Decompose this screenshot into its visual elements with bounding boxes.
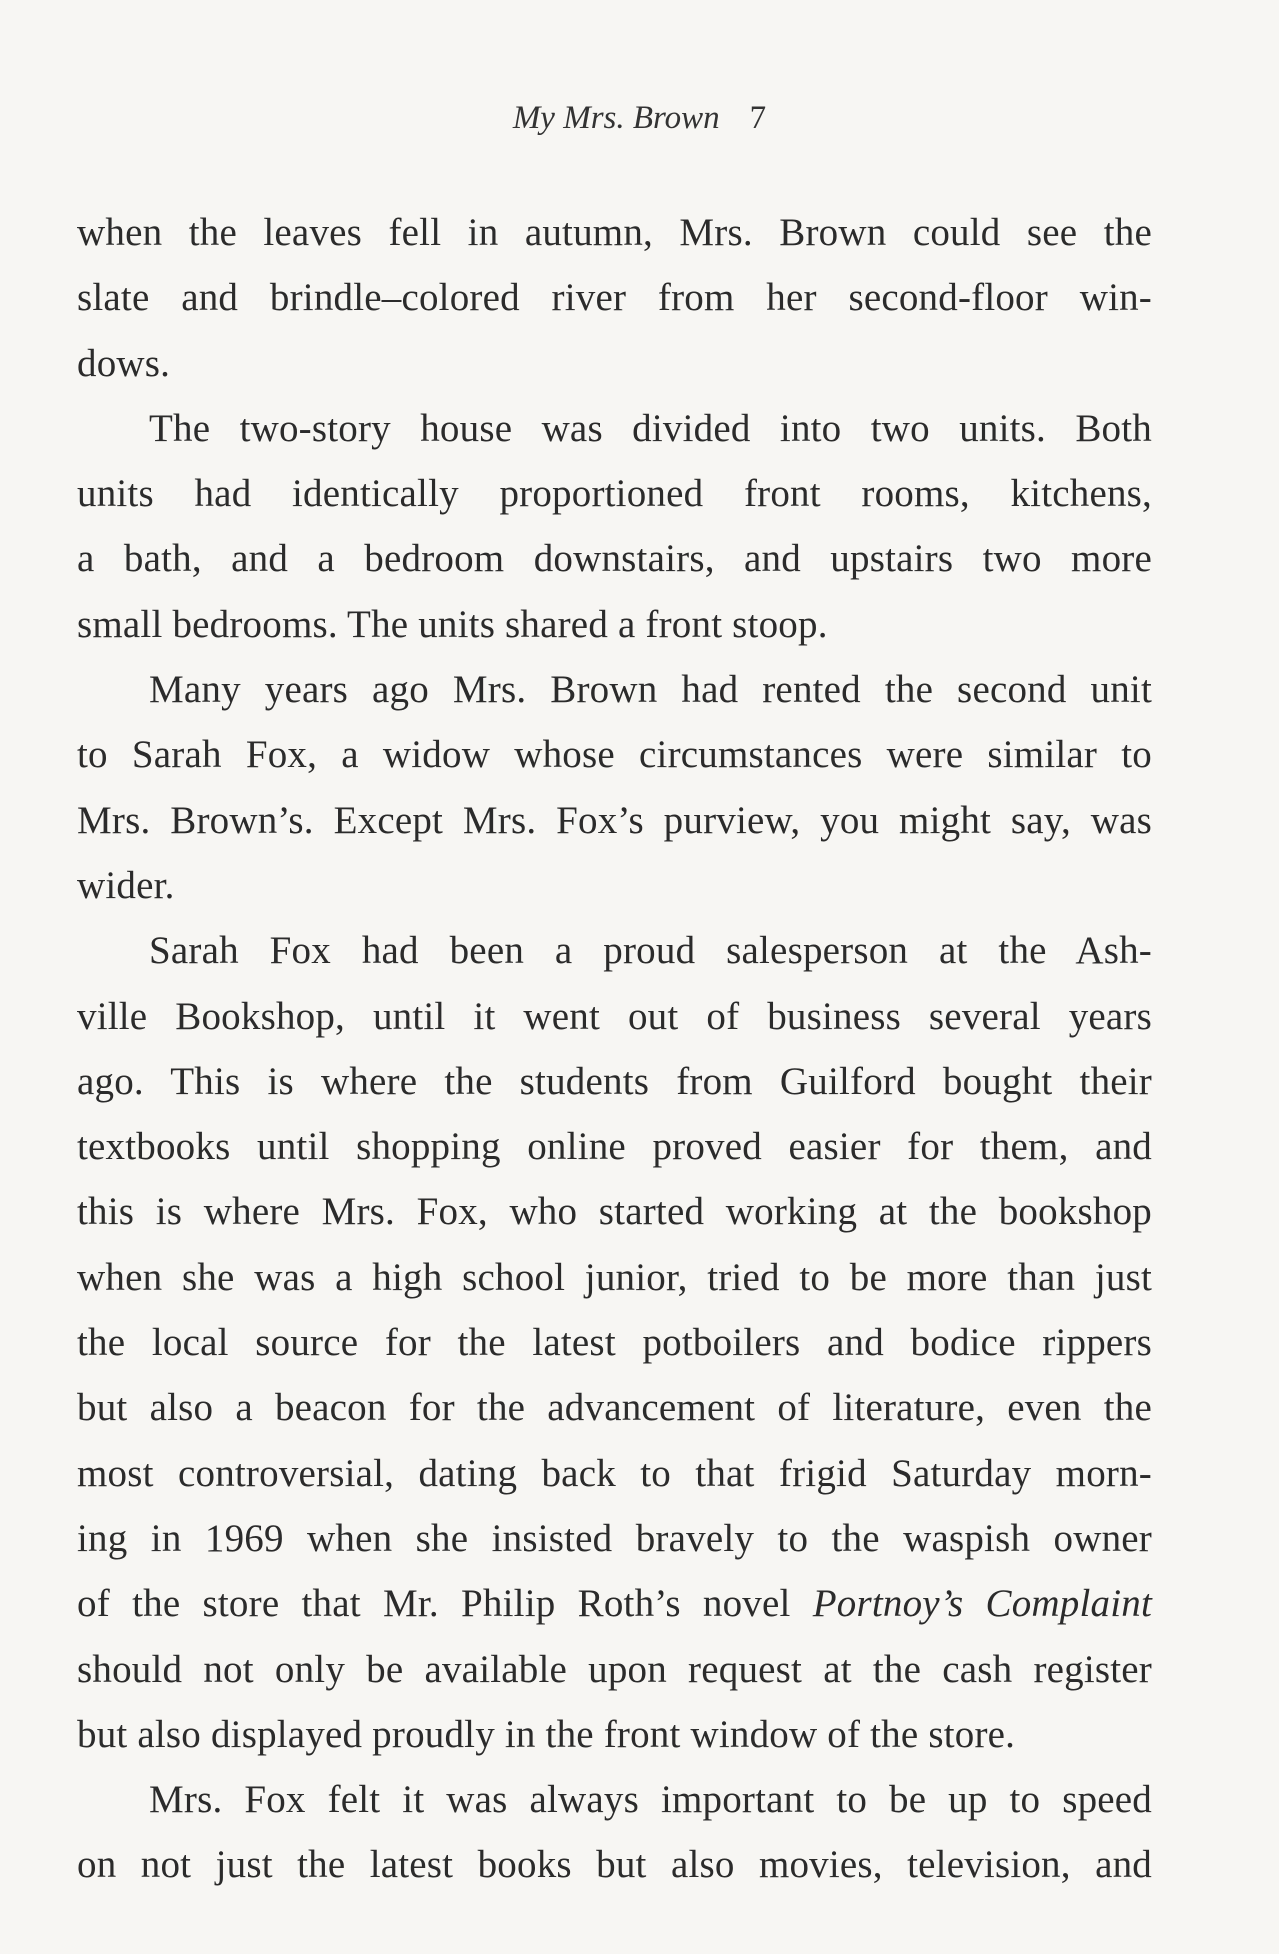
- text-line: Sarah Fox had been a proud salesperson at the Ash-: [149, 929, 1152, 973]
- text-line-start: of the store that Mr. Philip Roth’s novel: [77, 1582, 813, 1626]
- text-line: units had identically proportioned front rooms, kitchens,: [77, 472, 1152, 516]
- text-line: The two-story house was divided into two units. Both: [149, 406, 1152, 450]
- page-number: 7: [749, 100, 767, 136]
- text-line: slate and brindle–colored river from her second-floor win-: [77, 276, 1152, 320]
- text-line: most controversial, dating back to that frigid Saturday morn-: [77, 1451, 1152, 1495]
- text-line: ago. This is where the students from Guilford bought their: [77, 1059, 1152, 1103]
- running-head: [0, 100, 1279, 137]
- text-line: textbooks until shopping online proved easier for them, and: [77, 1125, 1152, 1169]
- text-line: Mrs. Fox felt it was always important to be up to speed: [149, 1778, 1152, 1822]
- text-line: to Sarah Fox, a widow whose circumstances were similar to: [77, 733, 1152, 777]
- text-line: ing in 1969 when she insisted bravely to the waspish owner: [77, 1516, 1152, 1560]
- body-text: [77, 200, 1152, 1898]
- text-line: ville Bookshop, until it went out of business several years: [77, 994, 1152, 1038]
- text-line: the local source for the latest potboilers and bodice rippers: [77, 1321, 1152, 1365]
- text-line: Many years ago Mrs. Brown had rented the second unit: [149, 668, 1152, 712]
- book-title-header: My Mrs. Brown: [512, 100, 720, 136]
- novel-title: Portnoy’s Complaint: [812, 1582, 1152, 1626]
- text-line: dows.: [77, 341, 171, 385]
- text-line: small bedrooms. The units shared a front stoop.: [77, 602, 828, 646]
- text-line-with-title: [77, 1571, 1152, 1636]
- text-line: but also displayed proudly in the front window of the store.: [77, 1712, 1016, 1756]
- text-line: this is where Mrs. Fox, who started working at the bookshop: [77, 1190, 1152, 1234]
- text-line: but also a beacon for the advancement of literature, even the: [77, 1386, 1152, 1430]
- text-line: Mrs. Brown’s. Except Mrs. Fox’s purview, you might say, was: [77, 798, 1152, 842]
- text-line: when the leaves fell in autumn, Mrs. Brown could see the: [77, 211, 1152, 254]
- text-line: a bath, and a bedroom downstairs, and upstairs two more: [77, 537, 1152, 581]
- text-line: wider.: [77, 863, 175, 907]
- text-line: should not only be available upon request at the cash register: [77, 1647, 1152, 1691]
- text-line: on not just the latest books but also movies, television, and: [77, 1843, 1152, 1887]
- text-line: when she was a high school junior, tried to be more than just: [77, 1255, 1152, 1299]
